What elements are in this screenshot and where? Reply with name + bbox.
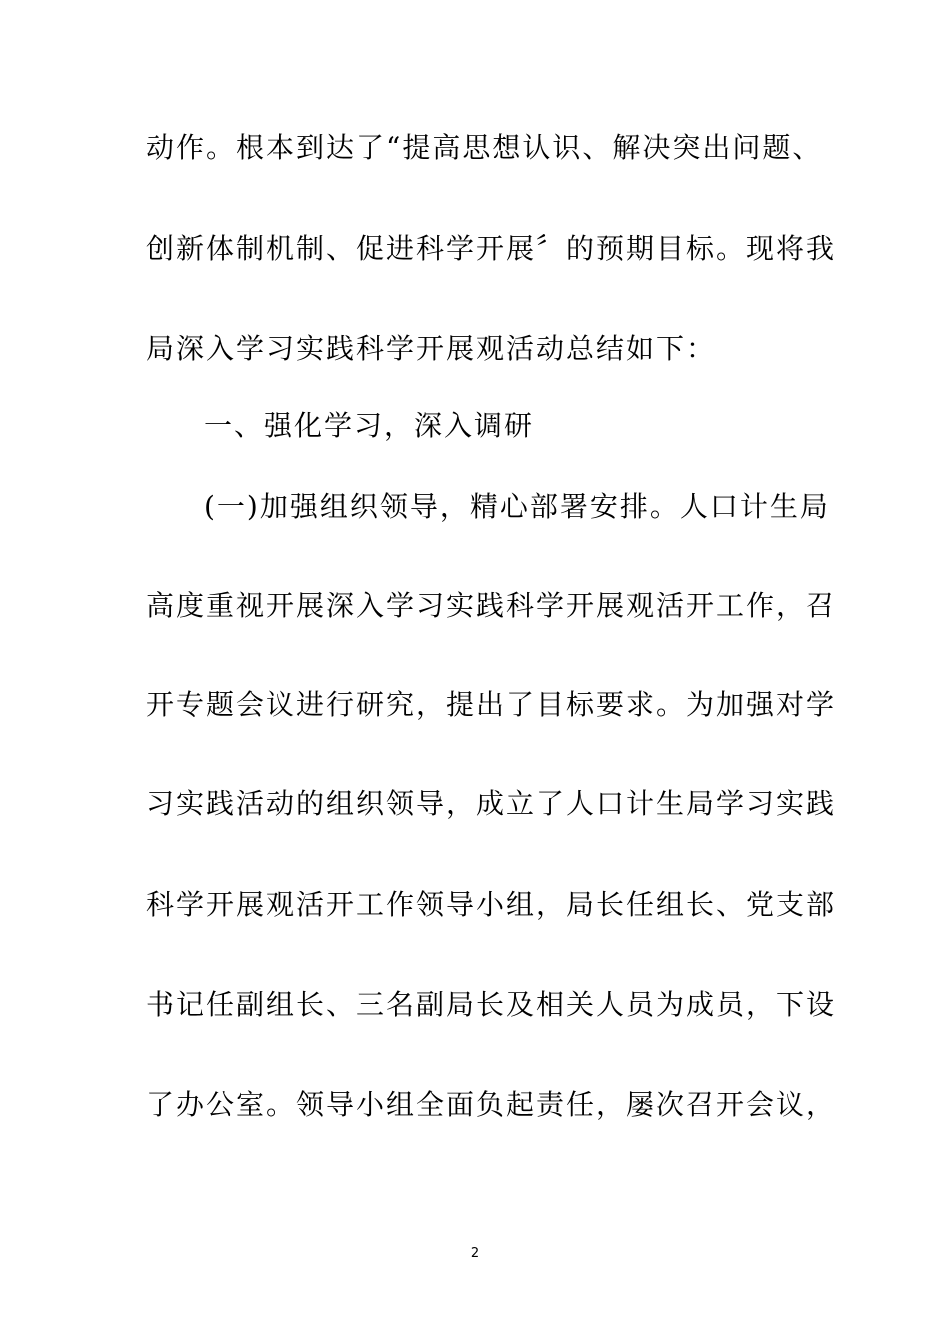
text-line-7: 开专题会议进行研究，提出了目标要求。为加强对学 xyxy=(146,688,837,721)
text-line-8: 习实践活动的组织领导，成立了人口计生局学习实践 xyxy=(146,787,837,820)
text-line-9: 科学开展观活开工作领导小组，局长任组长、党支部 xyxy=(146,888,837,921)
section-heading: 一、强化学习，深入调研 xyxy=(204,409,535,442)
text-line-1: 动作。根本到达了“提高思想认识、解决突出问题、 xyxy=(146,131,823,164)
text-line-3: 局深入学习实践科学开展观活动总结如下： xyxy=(146,332,717,365)
text-line-11: 了办公室。领导小组全面负起责任，屡次召开会议， xyxy=(146,1088,837,1121)
text-line-2: 创新体制机制、促进科学开展〞的预期目标。现将我 xyxy=(146,232,837,265)
page-number: 2 xyxy=(470,1246,480,1261)
text-line-10: 书记任副组长、三名副局长及相关人员为成员，下设 xyxy=(146,988,837,1021)
text-line-6: 高度重视开展深入学习实践科学开展观活开工作，召 xyxy=(146,589,837,622)
text-line-5: (一)加强组织领导，精心部署安排。人口计生局 xyxy=(204,490,830,523)
